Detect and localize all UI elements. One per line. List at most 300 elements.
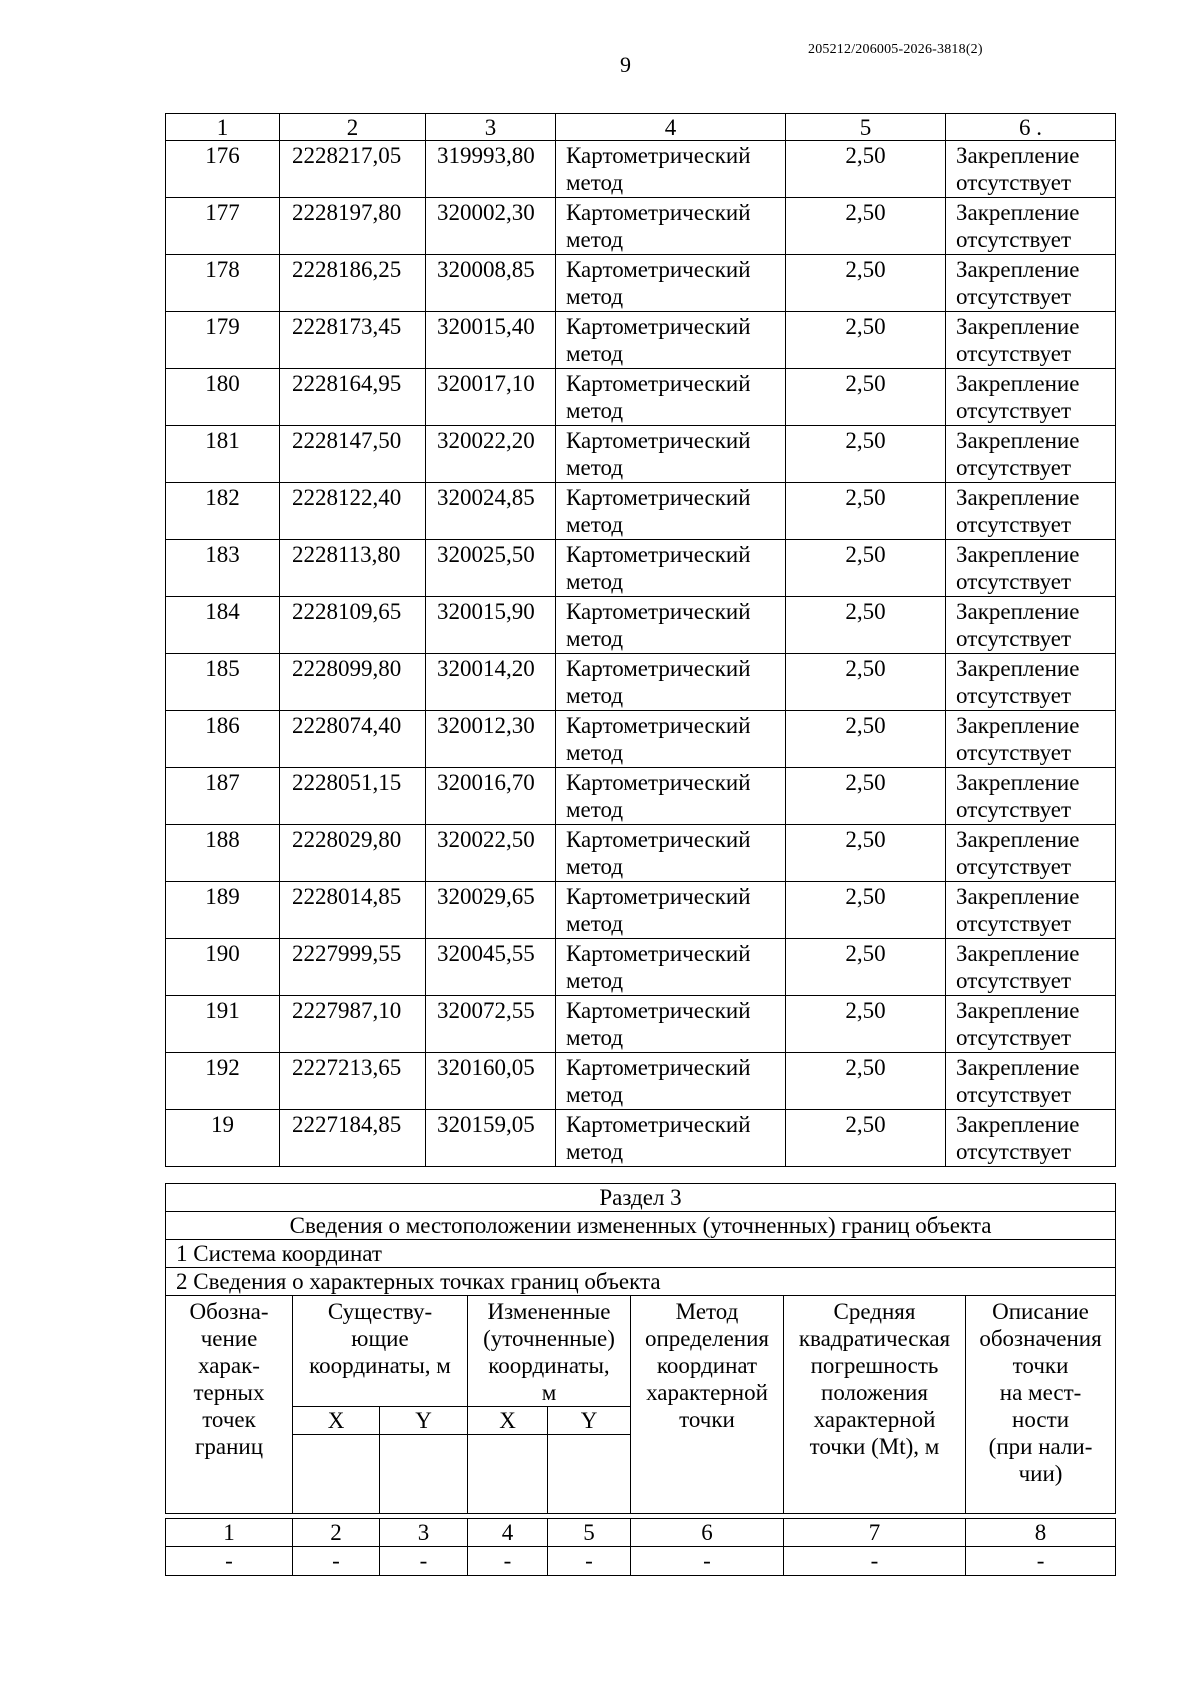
coordinate-x-line: 2228029,80 <box>292 827 402 852</box>
method-line: Картометрический <box>566 713 751 738</box>
header-changed-y: Y <box>548 1407 631 1435</box>
header-changed-coordinates <box>468 1296 631 1407</box>
method-line: метод <box>566 1025 624 1050</box>
column-number: 6 <box>631 1519 784 1547</box>
method <box>556 540 786 597</box>
description <box>946 882 1116 939</box>
coordinate-x <box>280 1110 426 1167</box>
point-number-line: 188 <box>205 827 240 852</box>
coordinate-x-line: 2228051,15 <box>292 770 402 795</box>
method-line: Картометрический <box>566 143 751 168</box>
coordinate-x-line: 2228074,40 <box>292 713 402 738</box>
coordinate-y <box>426 483 556 540</box>
header-line: терных <box>193 1380 265 1405</box>
empty-cell: - <box>166 1547 293 1576</box>
table-row <box>166 198 1116 255</box>
mean-error-line: 2,50 <box>845 998 886 1023</box>
method <box>556 426 786 483</box>
method-line: метод <box>566 911 624 936</box>
method-line: Картометрический <box>566 770 751 795</box>
empty-cell: - <box>293 1547 380 1576</box>
description-line: Закрепление <box>956 485 1080 510</box>
coordinate-x <box>280 768 426 825</box>
table-row <box>166 1110 1116 1167</box>
table-row <box>166 426 1116 483</box>
method <box>556 369 786 426</box>
coordinate-x <box>280 711 426 768</box>
table-row <box>166 711 1116 768</box>
mean-error <box>786 198 946 255</box>
coordinate-y-line: 320014,20 <box>437 656 535 681</box>
table-row <box>166 825 1116 882</box>
header-spacer <box>380 1435 468 1514</box>
description-line: Закрепление <box>956 257 1080 282</box>
point-number <box>166 426 280 483</box>
point-number-line: 19 <box>211 1112 234 1137</box>
method-line: Картометрический <box>566 257 751 282</box>
column-number: 4 <box>468 1519 548 1547</box>
description <box>946 1110 1116 1167</box>
coordinate-y-line: 320022,50 <box>437 827 535 852</box>
method-line: Картометрический <box>566 542 751 567</box>
mean-error <box>786 255 946 312</box>
empty-cell: - <box>784 1547 966 1576</box>
header-line: м <box>541 1380 557 1405</box>
document-reference: 205212/206005-2026-3818(2) <box>808 42 983 57</box>
coordinate-x-line: 2228164,95 <box>292 371 402 396</box>
mean-error <box>786 768 946 825</box>
method-line: Картометрический <box>566 941 751 966</box>
coordinate-x-line: 2227987,10 <box>292 998 402 1023</box>
point-number-line: 184 <box>205 599 240 624</box>
header-line: координаты, <box>488 1353 610 1378</box>
description-line: отсутствует <box>956 284 1072 309</box>
point-number-line: 176 <box>205 143 240 168</box>
coordinate-x-line: 2228113,80 <box>292 542 401 567</box>
mean-error <box>786 1110 946 1167</box>
coordinate-x-line: 2228197,80 <box>292 200 402 225</box>
point-number <box>166 768 280 825</box>
point-number <box>166 540 280 597</box>
header-line: погрешность <box>810 1353 939 1378</box>
section-subtitle: Сведения о местоположении измененных (уточненных) границ объекта <box>166 1212 1116 1240</box>
coordinate-y <box>426 654 556 711</box>
coordinate-y-line: 320012,30 <box>437 713 535 738</box>
method <box>556 711 786 768</box>
coordinate-x <box>280 426 426 483</box>
coordinate-y <box>426 711 556 768</box>
description-line: Закрепление <box>956 998 1080 1023</box>
page-number: 9 <box>620 52 631 77</box>
coordinate-y <box>426 996 556 1053</box>
mean-error-line: 2,50 <box>845 485 886 510</box>
coordinate-x <box>280 597 426 654</box>
mean-error <box>786 483 946 540</box>
header-line: ющие <box>351 1326 409 1351</box>
header-existing-y: Y <box>380 1407 468 1435</box>
header-line: точек <box>202 1407 256 1432</box>
coordinate-x <box>280 198 426 255</box>
method-line: метод <box>566 569 624 594</box>
description-line: Закрепление <box>956 713 1080 738</box>
coordinates-table <box>165 113 1116 1167</box>
description-line: отсутствует <box>956 854 1072 879</box>
coordinate-x-line: 2228122,40 <box>292 485 402 510</box>
coordinate-x <box>280 141 426 198</box>
header-spacer <box>548 1435 631 1514</box>
header-line: (при нали- <box>988 1434 1093 1459</box>
mean-error <box>786 369 946 426</box>
point-number <box>166 996 280 1053</box>
method <box>556 882 786 939</box>
mean-error-line: 2,50 <box>845 1055 886 1080</box>
column-number: 3 <box>426 114 556 141</box>
method-line: Картометрический <box>566 1112 751 1137</box>
point-number-line: 189 <box>205 884 240 909</box>
point-number <box>166 141 280 198</box>
mean-error <box>786 141 946 198</box>
column-number: 1 <box>166 1519 293 1547</box>
mean-error <box>786 825 946 882</box>
coordinate-x-line: 2228099,80 <box>292 656 402 681</box>
coordinate-y <box>426 540 556 597</box>
coordinate-y-line: 320002,30 <box>437 200 535 225</box>
description-line: отсутствует <box>956 740 1072 765</box>
coordinate-x <box>280 312 426 369</box>
method-line: метод <box>566 1082 624 1107</box>
header-line: определения <box>644 1326 769 1351</box>
coordinate-y <box>426 1053 556 1110</box>
mean-error <box>786 939 946 996</box>
header-line: ности <box>1012 1407 1069 1432</box>
coordinate-y-line: 320008,85 <box>437 257 535 282</box>
mean-error-line: 2,50 <box>845 542 886 567</box>
description-line: отсутствует <box>956 1139 1072 1164</box>
coordinate-y <box>426 312 556 369</box>
point-number <box>166 1053 280 1110</box>
mean-error-line: 2,50 <box>845 314 886 339</box>
method <box>556 1053 786 1110</box>
header-line: границ <box>194 1434 264 1459</box>
description <box>946 141 1116 198</box>
header-mean-error <box>784 1296 966 1514</box>
mean-error-line: 2,50 <box>845 143 886 168</box>
point-number <box>166 882 280 939</box>
point-number <box>166 312 280 369</box>
method <box>556 141 786 198</box>
coordinate-y-line: 319993,80 <box>437 143 535 168</box>
table-row <box>166 312 1116 369</box>
mean-error <box>786 597 946 654</box>
mean-error-line: 2,50 <box>845 428 886 453</box>
description-line: Закрепление <box>956 143 1080 168</box>
coordinate-x-line: 2227999,55 <box>292 941 402 966</box>
description <box>946 1053 1116 1110</box>
mean-error-line: 2,50 <box>845 599 886 624</box>
description <box>946 426 1116 483</box>
point-number-line: 180 <box>205 371 240 396</box>
table-row <box>166 996 1116 1053</box>
method-line: метод <box>566 1139 624 1164</box>
coordinate-x <box>280 654 426 711</box>
mean-error-line: 2,50 <box>845 257 886 282</box>
coordinate-y-line: 320160,05 <box>437 1055 535 1080</box>
coordinate-x <box>280 939 426 996</box>
header-line: харак- <box>198 1353 260 1378</box>
column-number: 8 <box>966 1519 1116 1547</box>
mean-error-line: 2,50 <box>845 1112 886 1137</box>
point-number-line: 182 <box>205 485 240 510</box>
header-line: чение <box>200 1326 258 1351</box>
header-existing-x: X <box>293 1407 380 1435</box>
method-line: Картометрический <box>566 1055 751 1080</box>
coordinate-y-line: 320025,50 <box>437 542 535 567</box>
table-row <box>166 654 1116 711</box>
method-line: Картометрический <box>566 884 751 909</box>
header-spacer <box>468 1435 548 1514</box>
coordinate-y-line: 320072,55 <box>437 998 535 1023</box>
method <box>556 597 786 654</box>
column-number: 2 <box>280 114 426 141</box>
header-line: Существу- <box>327 1299 433 1324</box>
method-line: метод <box>566 740 624 765</box>
method <box>556 312 786 369</box>
description-line: отсутствует <box>956 569 1072 594</box>
mean-error-line: 2,50 <box>845 827 886 852</box>
description-line: отсутствует <box>956 1082 1072 1107</box>
point-number-line: 190 <box>205 941 240 966</box>
column-number: 3 <box>380 1519 468 1547</box>
coordinate-x <box>280 540 426 597</box>
header-line: координат <box>656 1353 758 1378</box>
point-number-line: 177 <box>205 200 240 225</box>
column-number: 6 . <box>946 114 1116 141</box>
description-line: отсутствует <box>956 341 1072 366</box>
table-row <box>166 141 1116 198</box>
method-line: Картометрический <box>566 200 751 225</box>
table-row <box>166 597 1116 654</box>
description-line: отсутствует <box>956 455 1072 480</box>
point-number-line: 179 <box>205 314 240 339</box>
coordinate-y <box>426 1110 556 1167</box>
point-number <box>166 369 280 426</box>
point-number-line: 186 <box>205 713 240 738</box>
point-number-line: 185 <box>205 656 240 681</box>
description-line: отсутствует <box>956 1025 1072 1050</box>
column-number: 5 <box>548 1519 631 1547</box>
empty-cell: - <box>966 1547 1116 1576</box>
table-row <box>166 768 1116 825</box>
description <box>946 768 1116 825</box>
mean-error <box>786 312 946 369</box>
empty-cell: - <box>548 1547 631 1576</box>
header-line: Обозна- <box>189 1299 269 1324</box>
description-line: Закрепление <box>956 371 1080 396</box>
method-line: метод <box>566 341 624 366</box>
header-line: квадратическая <box>798 1326 951 1351</box>
header-line: на мест- <box>999 1380 1082 1405</box>
description-line: Закрепление <box>956 827 1080 852</box>
method <box>556 768 786 825</box>
method-line: Картометрический <box>566 827 751 852</box>
header-description <box>966 1296 1116 1514</box>
description-line: Закрепление <box>956 1112 1080 1137</box>
coordinate-y-line: 320024,85 <box>437 485 535 510</box>
coordinate-y-line: 320015,40 <box>437 314 535 339</box>
header-line: Описание <box>992 1299 1089 1324</box>
coordinate-x-line: 2228014,85 <box>292 884 402 909</box>
point-number <box>166 939 280 996</box>
coordinate-y <box>426 825 556 882</box>
coordinate-x-line: 2228173,45 <box>292 314 402 339</box>
header-line: точки <box>1012 1353 1069 1378</box>
table-row <box>166 369 1116 426</box>
method-line: Картометрический <box>566 998 751 1023</box>
coordinate-y-line: 320022,20 <box>437 428 535 453</box>
header-line: обозначения <box>979 1326 1102 1351</box>
description <box>946 198 1116 255</box>
coordinate-y-line: 320015,90 <box>437 599 535 624</box>
description-line: Закрепление <box>956 314 1080 339</box>
coordinate-y-line: 320016,70 <box>437 770 535 795</box>
method-line: метод <box>566 512 624 537</box>
description-line: Закрепление <box>956 884 1080 909</box>
mean-error-line: 2,50 <box>845 770 886 795</box>
header-line: Метод <box>675 1299 739 1324</box>
point-number <box>166 198 280 255</box>
coordinate-y <box>426 141 556 198</box>
description-line: Закрепление <box>956 542 1080 567</box>
coordinate-x <box>280 996 426 1053</box>
method-line: метод <box>566 227 624 252</box>
method <box>556 996 786 1053</box>
description <box>946 483 1116 540</box>
description <box>946 825 1116 882</box>
description <box>946 369 1116 426</box>
coordinate-y-line: 320159,05 <box>437 1112 535 1137</box>
description-line: Закрепление <box>956 770 1080 795</box>
coordinate-system-label: 1 Система координат <box>166 1240 1116 1268</box>
coordinate-x <box>280 255 426 312</box>
description-line: отсутствует <box>956 227 1072 252</box>
coordinate-x-line: 2228109,65 <box>292 599 402 624</box>
coordinate-x <box>280 882 426 939</box>
mean-error-line: 2,50 <box>845 371 886 396</box>
header-line: чии) <box>1018 1461 1063 1486</box>
method <box>556 939 786 996</box>
coordinate-x <box>280 483 426 540</box>
header-line: координаты, м <box>309 1353 451 1378</box>
coordinate-x-line: 2228147,50 <box>292 428 402 453</box>
coordinate-y <box>426 426 556 483</box>
method-line: Картометрический <box>566 599 751 624</box>
description-line: Закрепление <box>956 656 1080 681</box>
method-line: метод <box>566 398 624 423</box>
method <box>556 825 786 882</box>
header-point-designation <box>166 1296 293 1514</box>
description <box>946 654 1116 711</box>
description-line: Закрепление <box>956 200 1080 225</box>
table-row <box>166 882 1116 939</box>
description-line: отсутствует <box>956 512 1072 537</box>
header-changed-x: X <box>468 1407 548 1435</box>
method-line: метод <box>566 455 624 480</box>
header-line: (уточненные) <box>483 1326 615 1351</box>
description <box>946 711 1116 768</box>
method-line: метод <box>566 854 624 879</box>
coordinate-y <box>426 198 556 255</box>
table-row <box>166 540 1116 597</box>
mean-error <box>786 426 946 483</box>
empty-cell: - <box>380 1547 468 1576</box>
header-line: Измененные <box>487 1299 611 1324</box>
coordinate-x-line: 2227213,65 <box>292 1055 402 1080</box>
coordinate-y <box>426 882 556 939</box>
section3-table <box>165 1183 1116 1576</box>
mean-error <box>786 882 946 939</box>
mean-error <box>786 1053 946 1110</box>
mean-error <box>786 996 946 1053</box>
description-line: отсутствует <box>956 626 1072 651</box>
description <box>946 255 1116 312</box>
point-number <box>166 825 280 882</box>
description <box>946 939 1116 996</box>
method <box>556 483 786 540</box>
method-line: метод <box>566 284 624 309</box>
point-number <box>166 654 280 711</box>
description-line: отсутствует <box>956 170 1072 195</box>
description <box>946 597 1116 654</box>
description-line: отсутствует <box>956 797 1072 822</box>
point-number-line: 192 <box>205 1055 240 1080</box>
mean-error <box>786 540 946 597</box>
column-number: 1 <box>166 114 280 141</box>
coordinate-y-line: 320045,55 <box>437 941 535 966</box>
coordinate-y <box>426 369 556 426</box>
coordinate-x-line: 2227184,85 <box>292 1112 402 1137</box>
method-line: Картометрический <box>566 314 751 339</box>
method <box>556 1110 786 1167</box>
point-number-line: 191 <box>205 998 240 1023</box>
coordinate-y-line: 320029,65 <box>437 884 535 909</box>
column-number: 7 <box>784 1519 966 1547</box>
method-line: метод <box>566 626 624 651</box>
header-line: точки (Mt), м <box>809 1434 940 1459</box>
header-line: положения <box>821 1380 928 1405</box>
empty-cell: - <box>631 1547 784 1576</box>
mean-error-line: 2,50 <box>845 713 886 738</box>
coordinate-y <box>426 597 556 654</box>
description-line: Закрепление <box>956 1055 1080 1080</box>
method <box>556 654 786 711</box>
coordinate-x-line: 2228217,05 <box>292 143 402 168</box>
description <box>946 540 1116 597</box>
empty-cell: - <box>468 1547 548 1576</box>
coordinate-x <box>280 825 426 882</box>
mean-error-line: 2,50 <box>845 200 886 225</box>
table-row <box>166 939 1116 996</box>
description-line: Закрепление <box>956 941 1080 966</box>
description-line: отсутствует <box>956 683 1072 708</box>
method <box>556 198 786 255</box>
coordinate-y <box>426 768 556 825</box>
coordinate-x <box>280 1053 426 1110</box>
coordinate-x-line: 2228186,25 <box>292 257 402 282</box>
header-line: Средняя <box>833 1299 916 1324</box>
coordinate-y <box>426 939 556 996</box>
points-info-label: 2 Сведения о характерных точках границ объекта <box>166 1268 1116 1296</box>
section-title: Раздел 3 <box>166 1184 1116 1212</box>
